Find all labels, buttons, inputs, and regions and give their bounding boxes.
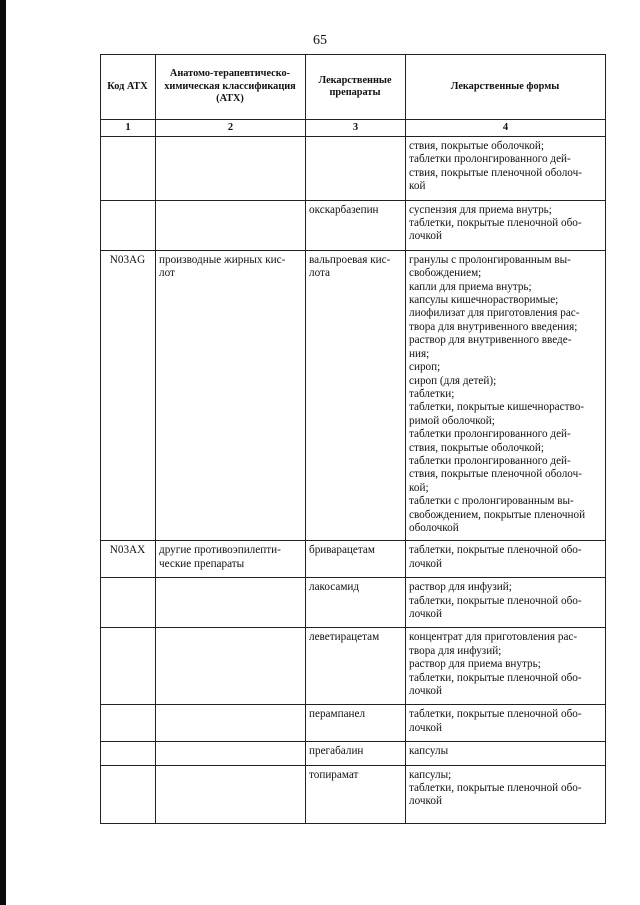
- table-row: [101, 765, 606, 823]
- cell-text-line: N03AG: [109, 253, 146, 266]
- dosage-forms-cell: [406, 628, 606, 705]
- table-header-row: [101, 55, 606, 120]
- atc-code-cell: [101, 628, 156, 705]
- cell-text-line: сироп;: [409, 361, 441, 374]
- drug-name-cell: [306, 765, 406, 823]
- cell-text-line: ствия, покрытые пленочной оболоч-: [409, 166, 582, 179]
- cell-text-line: лочкой: [409, 685, 442, 698]
- cell-text-line: свобождением, покрытые пленочной: [409, 508, 586, 521]
- cell-text-line: раствор для внутривенного введе-: [409, 334, 572, 347]
- drug-name-cell: [306, 742, 406, 765]
- drug-name-cell: [306, 541, 406, 578]
- table-row: [101, 628, 606, 705]
- cell-text-line: кой;: [409, 481, 429, 494]
- cell-text-line: окскарбазепин: [309, 203, 379, 216]
- cell-text-line: капли для приема внутрь;: [409, 280, 532, 293]
- dosage-forms-cell: [406, 137, 606, 201]
- header-atc-classification: Анатомо-терапевтическо-химическая классификация (АТХ): [156, 55, 306, 120]
- column-number: 2: [156, 120, 306, 137]
- drug-name-cell: [306, 628, 406, 705]
- dosage-forms-cell: [406, 578, 606, 628]
- table-row: [101, 705, 606, 742]
- atc-code-cell: [101, 742, 156, 765]
- cell-text-line: таблетки пролонгированного дей-: [409, 153, 571, 166]
- column-number: 3: [306, 120, 406, 137]
- scan-left-edge: [0, 0, 6, 905]
- cell-text-line: твора для инфузий;: [409, 644, 502, 657]
- atc-class-cell: [156, 705, 306, 742]
- cell-text-line: лочкой: [409, 557, 442, 570]
- dosage-forms-cell: [406, 541, 606, 578]
- atc-class-cell: [156, 137, 306, 201]
- column-number: 4: [406, 120, 606, 137]
- atc-code-cell: [101, 765, 156, 823]
- cell-text-line: таблетки, покрытые пленочной обо-: [409, 671, 582, 684]
- cell-text-line: таблетки, покрытые пленочной обо-: [409, 217, 582, 230]
- table-row: [101, 541, 606, 578]
- cell-text-line: суспензия для приема внутрь;: [409, 203, 552, 216]
- dosage-forms-cell: [406, 705, 606, 742]
- drug-name-cell: [306, 137, 406, 201]
- header-atc-code: Код АТХ: [101, 55, 156, 120]
- cell-text-line: твора для внутривенного введения;: [409, 320, 578, 333]
- cell-text-line: лочкой: [409, 230, 442, 243]
- cell-text-line: таблетки с пролонгированным вы-: [409, 495, 574, 508]
- cell-text-line: таблетки, покрытые пленочной обо-: [409, 782, 582, 795]
- cell-text-line: ствия, покрытые оболочкой;: [409, 441, 544, 454]
- table-row: [101, 137, 606, 201]
- cell-text-line: N03AX: [109, 544, 146, 557]
- cell-text-line: лиофилизат для приготовления рас-: [409, 307, 580, 320]
- atc-code-cell: [101, 137, 156, 201]
- table-row: [101, 200, 606, 250]
- header-dosage-forms: Лекарственные формы: [406, 55, 606, 120]
- cell-text-line: капсулы: [409, 745, 449, 758]
- atc-class-cell: [156, 742, 306, 765]
- column-number: 1: [101, 120, 156, 137]
- atc-code-cell: [101, 578, 156, 628]
- dosage-forms-cell: [406, 742, 606, 765]
- cell-text-line: таблетки;: [409, 387, 455, 400]
- cell-text-line: свобождением;: [409, 267, 482, 280]
- cell-text-line: леветирацетам: [309, 631, 380, 644]
- cell-text-line: вальпроевая кис-: [309, 253, 391, 266]
- atc-code-cell: [101, 200, 156, 250]
- atc-class-cell: [156, 200, 306, 250]
- cell-text-line: ствия, покрытые оболочкой;: [409, 140, 544, 152]
- atc-class-cell: [156, 765, 306, 823]
- cell-text-line: таблетки, покрытые пленочной обо-: [409, 544, 582, 557]
- cell-text-line: капсулы кишечнорастворимые;: [409, 294, 559, 307]
- drug-classification-table: [100, 54, 606, 824]
- dosage-forms-cell: [406, 765, 606, 823]
- atc-code-cell: [101, 250, 156, 541]
- header-drugs: Лекарственные препараты: [306, 55, 406, 120]
- drug-name-cell: [306, 578, 406, 628]
- atc-class-cell: [156, 250, 306, 541]
- cell-text-line: таблетки, покрытые кишечнораство-: [409, 401, 585, 414]
- cell-text-line: таблетки пролонгированного дей-: [409, 454, 571, 467]
- cell-text-line: таблетки, покрытые пленочной обо-: [409, 708, 582, 721]
- atc-class-cell: [156, 628, 306, 705]
- drug-name-cell: [306, 200, 406, 250]
- cell-text-line: другие противоэпилепти-: [159, 544, 281, 557]
- cell-text-line: раствор для приема внутрь;: [409, 658, 541, 671]
- cell-text-line: ния;: [409, 347, 430, 360]
- cell-text-line: концентрат для приготовления рас-: [409, 631, 578, 644]
- dosage-forms-cell: [406, 250, 606, 541]
- cell-text-line: топирамат: [309, 768, 359, 781]
- table-row: [101, 250, 606, 541]
- atc-class-cell: [156, 578, 306, 628]
- atc-code-cell: [101, 541, 156, 578]
- cell-text-line: римой оболочкой;: [409, 414, 495, 427]
- cell-text-line: лочкой: [409, 721, 442, 734]
- page-number: 65: [313, 33, 327, 48]
- cell-text-line: таблетки, покрытые пленочной обо-: [409, 594, 582, 607]
- table-body: [101, 137, 606, 824]
- column-number-row: [101, 120, 606, 137]
- dosage-forms-cell: [406, 200, 606, 250]
- cell-text-line: кой: [409, 180, 426, 193]
- cell-text-line: ческие препараты: [159, 557, 245, 570]
- cell-text-line: раствор для инфузий;: [409, 581, 512, 594]
- cell-text-line: оболочкой: [409, 521, 459, 534]
- cell-text-line: производные жирных кис-: [159, 253, 286, 266]
- cell-text-line: перампанел: [309, 708, 366, 721]
- cell-text-line: капсулы;: [409, 768, 452, 781]
- cell-text-line: лакосамид: [309, 581, 360, 594]
- atc-code-cell: [101, 705, 156, 742]
- cell-text-line: прегабалин: [309, 745, 364, 758]
- drug-name-cell: [306, 250, 406, 541]
- cell-text-line: лочкой: [409, 795, 442, 808]
- cell-text-line: бриварацетам: [309, 544, 375, 557]
- cell-text-line: таблетки пролонгированного дей-: [409, 428, 571, 441]
- atc-class-cell: [156, 541, 306, 578]
- cell-text-line: сироп (для детей);: [409, 374, 497, 387]
- table-row: [101, 578, 606, 628]
- cell-text-line: лот: [159, 267, 175, 280]
- cell-text-line: лочкой: [409, 608, 442, 620]
- cell-text-line: гранулы с пролонгированным вы-: [409, 253, 571, 266]
- table-row: [101, 742, 606, 765]
- drug-name-cell: [306, 705, 406, 742]
- cell-text-line: лота: [309, 267, 331, 280]
- cell-text-line: ствия, покрытые пленочной оболоч-: [409, 468, 582, 481]
